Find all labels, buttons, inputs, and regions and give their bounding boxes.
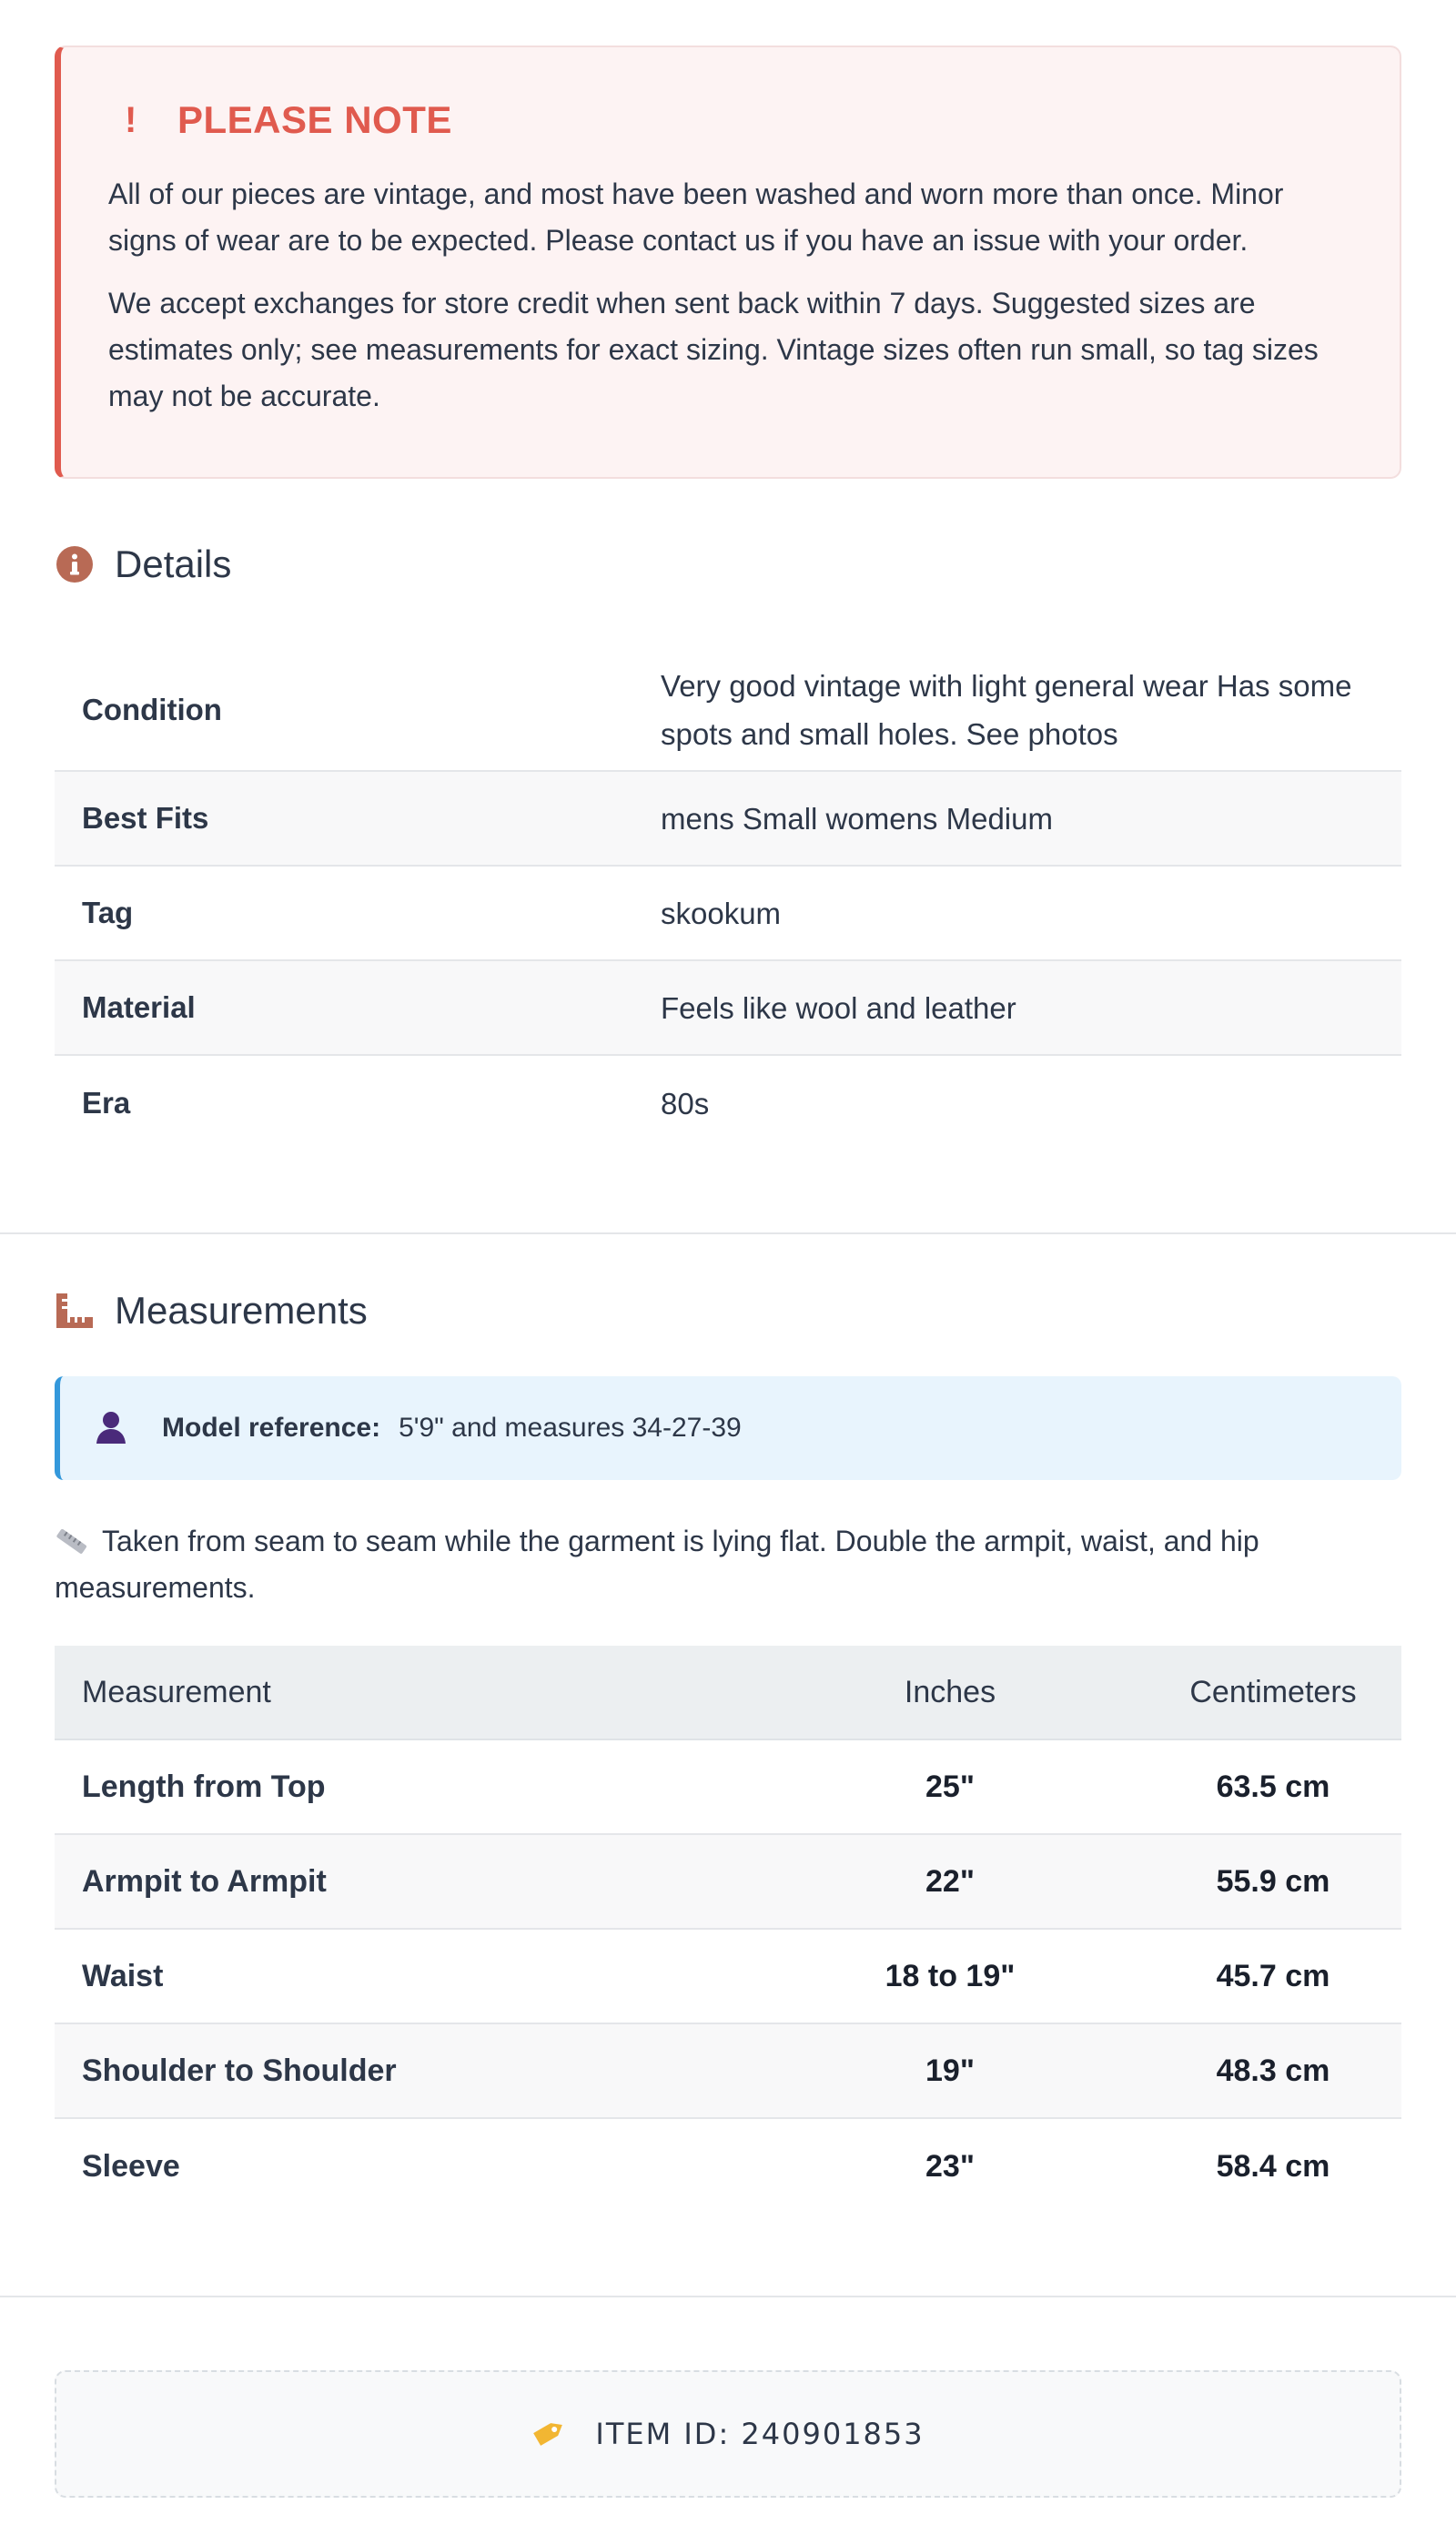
measurement-inches: 22" bbox=[925, 1863, 975, 1899]
item-id-box bbox=[55, 2370, 1401, 2498]
details-value: skookum bbox=[661, 896, 782, 930]
measurement-inches: 19" bbox=[925, 2053, 975, 2088]
exclamation-icon: ! bbox=[125, 100, 137, 140]
person-icon bbox=[95, 1410, 131, 1446]
measurement-name: Armpit to Armpit bbox=[82, 1863, 327, 1899]
info-icon bbox=[55, 544, 95, 584]
measurements-heading bbox=[55, 1289, 368, 1333]
header-measurement: Measurement bbox=[82, 1674, 271, 1709]
details-label: Best Fits bbox=[82, 801, 209, 835]
measurement-cm: 45.7 cm bbox=[1216, 1958, 1330, 1993]
details-value: mens Small womens Medium bbox=[661, 801, 1053, 836]
header-inches: Inches bbox=[904, 1674, 996, 1709]
details-row-era bbox=[55, 1056, 1401, 1151]
details-row-condition bbox=[55, 650, 1401, 772]
measurements-table bbox=[55, 1646, 1401, 2214]
measurement-inches: 25" bbox=[925, 1769, 975, 1804]
notice-paragraph-1: All of our pieces are vintage, and most have been washed and worn more than once. Minor signs of wear are to be expected. Please contact us if you have an issue with your order. bbox=[108, 177, 1284, 257]
section-divider bbox=[0, 2296, 1456, 2297]
measurements-title: Measurements bbox=[115, 1289, 368, 1332]
measurement-name: Shoulder to Shoulder bbox=[82, 2053, 397, 2088]
details-heading bbox=[55, 542, 231, 586]
details-row-best-fits bbox=[55, 772, 1401, 867]
table-row bbox=[55, 1835, 1401, 1930]
measurement-cm: 55.9 cm bbox=[1216, 1863, 1330, 1899]
details-label: Tag bbox=[82, 896, 134, 929]
straight-ruler-icon bbox=[55, 1522, 91, 1549]
table-row bbox=[55, 2024, 1401, 2119]
header-centimeters: Centimeters bbox=[1189, 1674, 1357, 1709]
details-row-tag bbox=[55, 867, 1401, 961]
details-label: Material bbox=[82, 990, 196, 1024]
item-id-label: ITEM ID: 240901853 bbox=[595, 2417, 925, 2451]
details-title: Details bbox=[115, 542, 232, 585]
please-note-box bbox=[55, 46, 1401, 479]
details-label: Condition bbox=[82, 693, 222, 726]
measurement-note bbox=[55, 1518, 1401, 1611]
table-header-row bbox=[55, 1646, 1401, 1740]
details-label: Era bbox=[82, 1086, 131, 1120]
measurement-inches: 23" bbox=[925, 2148, 975, 2184]
details-value: 80s bbox=[661, 1086, 710, 1120]
section-divider bbox=[0, 1232, 1456, 1234]
table-row bbox=[55, 2119, 1401, 2214]
measurement-name: Length from Top bbox=[82, 1769, 326, 1804]
notice-header bbox=[108, 98, 1350, 141]
notice-paragraph-2: We accept exchanges for store credit when sent back within 7 days. Suggested sizes are estimates only; see measurements for exact sizing. Vintage sizes often run small, so tag sizes may not be accurate. bbox=[108, 287, 1319, 412]
measurement-cm: 58.4 cm bbox=[1216, 2148, 1330, 2184]
measurement-name: Sleeve bbox=[82, 2148, 180, 2184]
ruler-icon bbox=[55, 1291, 95, 1331]
measurement-cm: 63.5 cm bbox=[1216, 1769, 1330, 1804]
model-reference-box bbox=[55, 1376, 1401, 1480]
details-value: Feels like wool and leather bbox=[661, 990, 1016, 1025]
table-row bbox=[55, 1740, 1401, 1835]
measurement-inches: 18 to 19" bbox=[885, 1958, 1016, 1993]
measurement-name: Waist bbox=[82, 1958, 164, 1993]
tag-icon bbox=[531, 2416, 568, 2452]
measurement-note-text: Taken from seam to seam while the garment is lying flat. Double the armpit, waist, and hip measurements. bbox=[55, 1525, 1259, 1604]
notice-title: PLEASE NOTE bbox=[177, 98, 452, 141]
table-row bbox=[55, 1930, 1401, 2024]
details-value: Very good vintage with light general wear Has some spots and small holes. See photos bbox=[661, 669, 1352, 751]
measurement-cm: 48.3 cm bbox=[1216, 2053, 1330, 2088]
model-reference-label: Model reference: bbox=[162, 1413, 381, 1443]
details-table bbox=[55, 650, 1401, 1151]
details-row-material bbox=[55, 961, 1401, 1056]
model-reference-value: 5'9" and measures 34-27-39 bbox=[399, 1413, 742, 1443]
